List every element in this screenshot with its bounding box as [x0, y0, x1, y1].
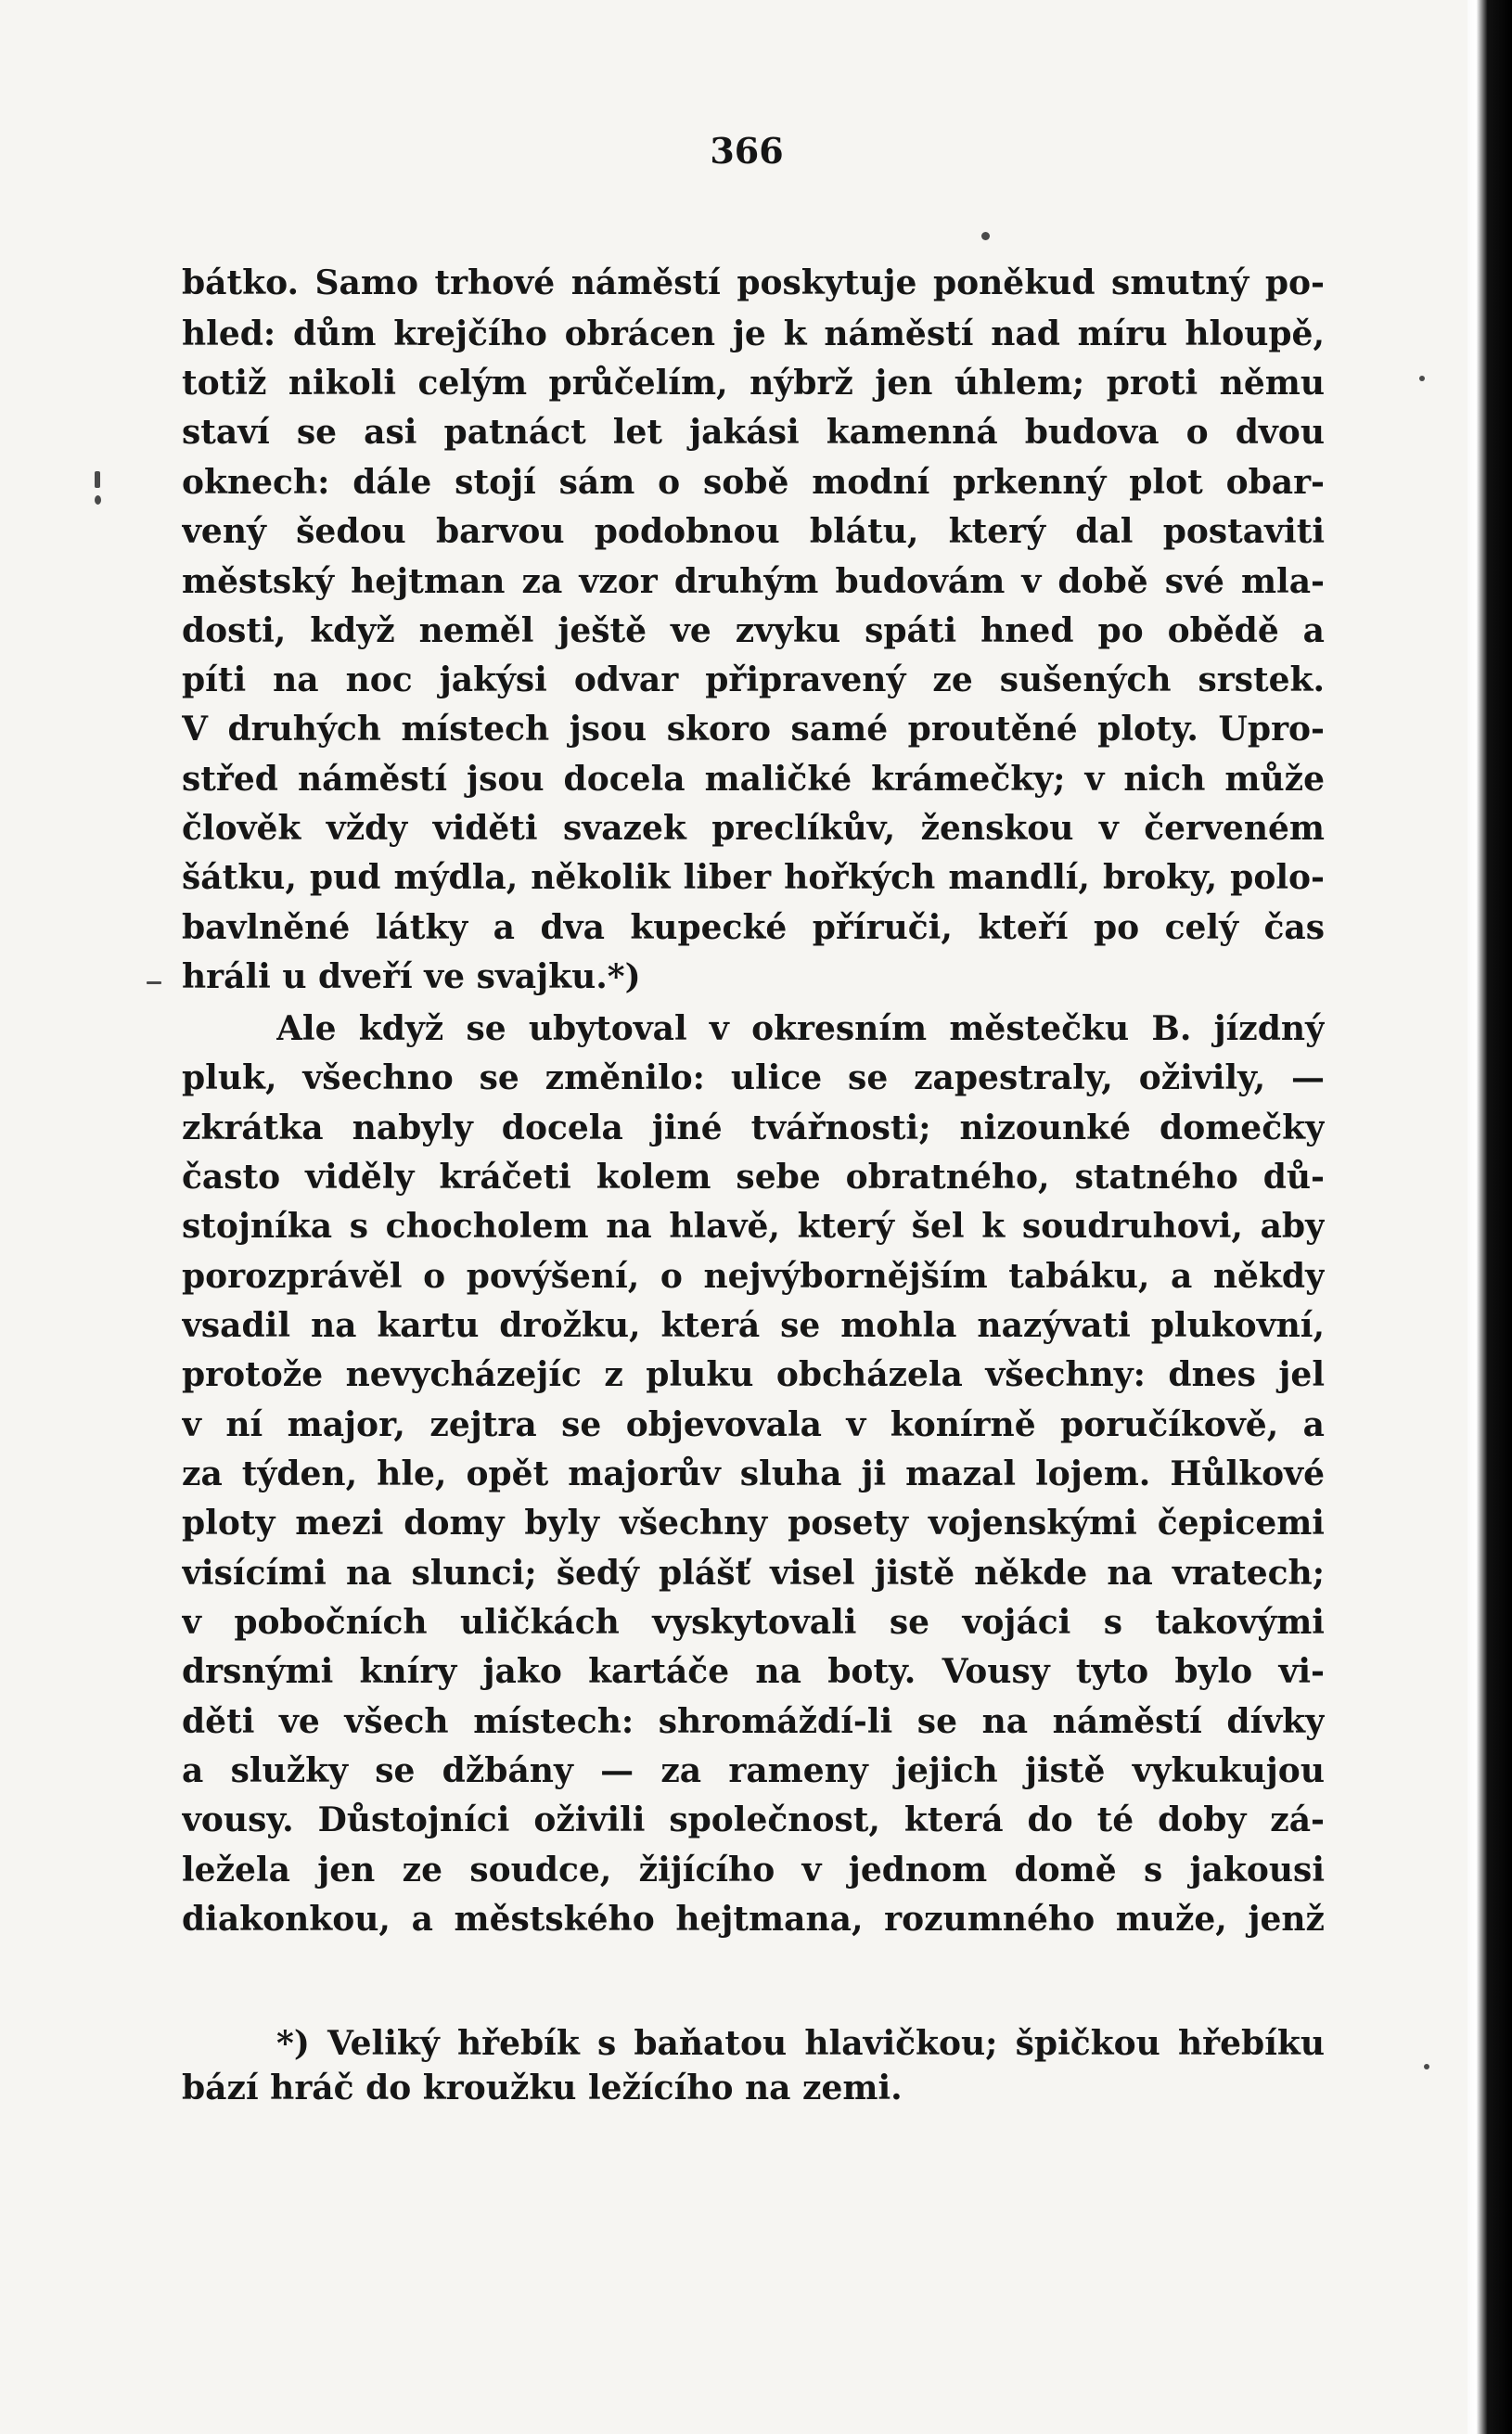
text-line: oknech: dále stojí sám o sobě modní prkenný plot obar- — [182, 463, 1325, 502]
text-line: staví se asi patnáct let jakási kamenná budova o dvou — [182, 413, 1325, 452]
text-line: vsadil na kartu drožku, která se mohla nazývati plukovní, — [182, 1306, 1325, 1345]
text-line: protože nevycházejíc z pluku obcházela všechny: dnes jel — [182, 1355, 1325, 1394]
page-number: 366 — [710, 130, 784, 172]
text-line: vousy. Důstojníci oživili společnost, která do té doby zá- — [182, 1800, 1325, 1839]
text-line: bátko. Samo trhové náměstí poskytuje poněkud smutný po- — [182, 263, 1325, 302]
text-line: městský hejtman za vzor druhým budovám v době své mla- — [182, 562, 1325, 601]
text-line: často viděly kráčeti kolem sebe obratného, statného dů- — [182, 1158, 1325, 1197]
paragraph-first-line: Ale když se ubytoval v okresním městečku B. jízdný — [276, 1009, 1325, 1048]
text-line: bavlněné látky a dva kupecké příruči, kteří po celý čas — [182, 908, 1325, 947]
ink-speck — [1419, 376, 1425, 381]
text-line: a služky se džbány — za rameny jejich jistě vykukujou — [182, 1751, 1325, 1790]
text-line: V druhých místech jsou skoro samé proutěné ploty. Upro- — [182, 710, 1325, 749]
text-line: ležela jen ze soudce, žijícího v jednom domě s jakousi — [182, 1851, 1325, 1890]
text-line: drsnými kníry jako kartáče na boty. Vousy tyto bylo vi- — [182, 1652, 1325, 1691]
text-line: hráli u dveří ve svajku.*) — [182, 957, 641, 996]
text-line: ploty mezi domy byly všechny posety vojenskými čepicemi — [182, 1504, 1325, 1543]
text-line: pluk, všechno se změnilo: ulice se zapestraly, oživily, — — [182, 1058, 1325, 1097]
text-line: píti na noc jakýsi odvar připravený ze sušených srstek. — [182, 660, 1325, 699]
text-line: diakonkou, a městského hejtmana, rozumného muže, jenž — [182, 1900, 1325, 1939]
text-line: v ní major, zejtra se objevovala v konírně poručíkově, a — [182, 1405, 1325, 1444]
text-line: vený šedou barvou podobnou blátu, který dal postaviti — [182, 512, 1325, 551]
text-line: porozprávěl o povýšení, o nejvýbornějším tabáku, a někdy — [182, 1257, 1325, 1296]
ink-speck — [981, 232, 990, 240]
text-line: totiž nikoli celým průčelím, nýbrž jen úhlem; proti němu — [182, 364, 1325, 403]
text-line: visícími na slunci; šedý plášť visel jistě někde na vratech; — [182, 1554, 1325, 1593]
footnote-line: bází hráč do kroužku ležícího na zemi. — [182, 2069, 903, 2107]
ink-speck — [95, 471, 100, 488]
text-line: zkrátka nabyly docela jiné tvářnosti; nizounké domečky — [182, 1108, 1325, 1147]
text-line: člověk vždy viděti svazek preclíkův, ženskou v červeném — [182, 809, 1325, 848]
ink-speck — [95, 495, 101, 505]
footnote-line: *) Veliký hřebík s baňatou hlavičkou; špičkou hřebíku — [276, 2024, 1325, 2063]
ink-speck — [1424, 2064, 1429, 2069]
text-line: dosti, když neměl ještě ve zvyku spáti hned po obědě a — [182, 611, 1325, 650]
text-line: v pobočních uličkách vyskytovali se vojáci s takovými — [182, 1603, 1325, 1642]
text-line: hled: dům krejčího obrácen je k náměstí nad míru hloupě, — [182, 314, 1325, 353]
text-line: střed náměstí jsou docela maličké krámečky; v nich může — [182, 760, 1325, 799]
text-line: za týden, hle, opět majorův sluha ji mazal lojem. Hůlkové — [182, 1454, 1325, 1493]
text-line: šátku, pud mýdla, několik liber hořkých mandlí, broky, polo- — [182, 858, 1325, 897]
text-line: děti ve všech místech: shromáždí-li se na náměstí dívky — [182, 1702, 1325, 1741]
ink-speck — [147, 981, 161, 984]
page-binding-edge — [1467, 0, 1512, 2434]
text-line: stojníka s chocholem na hlavě, který šel k soudruhovi, aby — [182, 1207, 1325, 1246]
